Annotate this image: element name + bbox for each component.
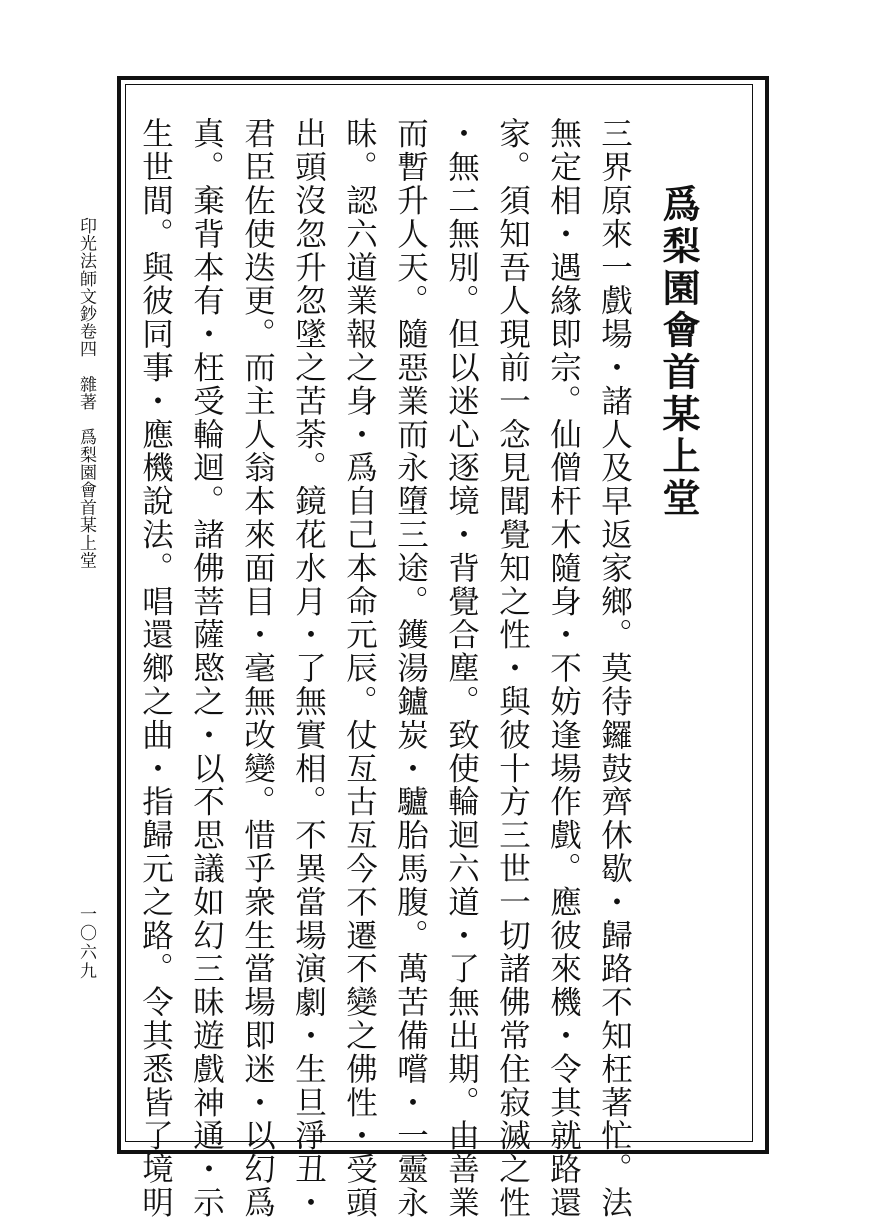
text-column-6: 昧。認六道業報之身・爲自己本命元辰。仗亙古亙今不遷不變之佛性・受頭 <box>341 117 378 1220</box>
text-column-5: 而暫升人天。隨惡業而永墮三途。鑊湯鑪炭・驢胎馬腹。萬苦備嚐・一靈永 <box>392 117 429 1220</box>
text-column-3: 家。須知吾人現前一念見聞覺知之性・與彼十方三世一切諸佛常住寂滅之性 <box>494 117 531 1220</box>
article-title: 爲梨園會首某上堂 <box>656 184 701 520</box>
text-column-8: 君臣佐使迭更。而主人翁本來面目・毫無改變。惜乎衆生當場即迷・以幻爲 <box>239 117 276 1220</box>
text-column-1: 三界原來一戲場・諸人及早返家鄉。莫待鑼鼓齊休歇・歸路不知枉著忙。法 <box>596 117 633 1220</box>
text-column-10: 生世間。與彼同事・應機說法。唱還鄉之曲・指歸元之路。令其悉皆了境明 <box>137 117 174 1220</box>
text-column-2: 無定相・遇緣即宗。仙僧杆木隨身・不妨逢場作戲。應彼來機・令其就路還 <box>545 117 582 1220</box>
margin-running-header: 印光法師文鈔卷四 雜著 爲梨園會首某上堂 <box>76 217 96 569</box>
text-column-7: 出頭沒忽升忽墜之苦荼。鏡花水月・了無實相。不異當場演劇・生旦淨丑・ <box>290 117 327 1220</box>
page-number: 一〇六九 <box>76 905 96 981</box>
text-column-4: ・無二無別。但以迷心逐境・背覺合塵。致使輪迴六道・了無出期。由善業 <box>443 117 480 1220</box>
text-column-9: 真。棄背本有・枉受輪迴。諸佛菩薩愍之・以不思議如幻三昧遊戲神通・示 <box>188 117 225 1220</box>
